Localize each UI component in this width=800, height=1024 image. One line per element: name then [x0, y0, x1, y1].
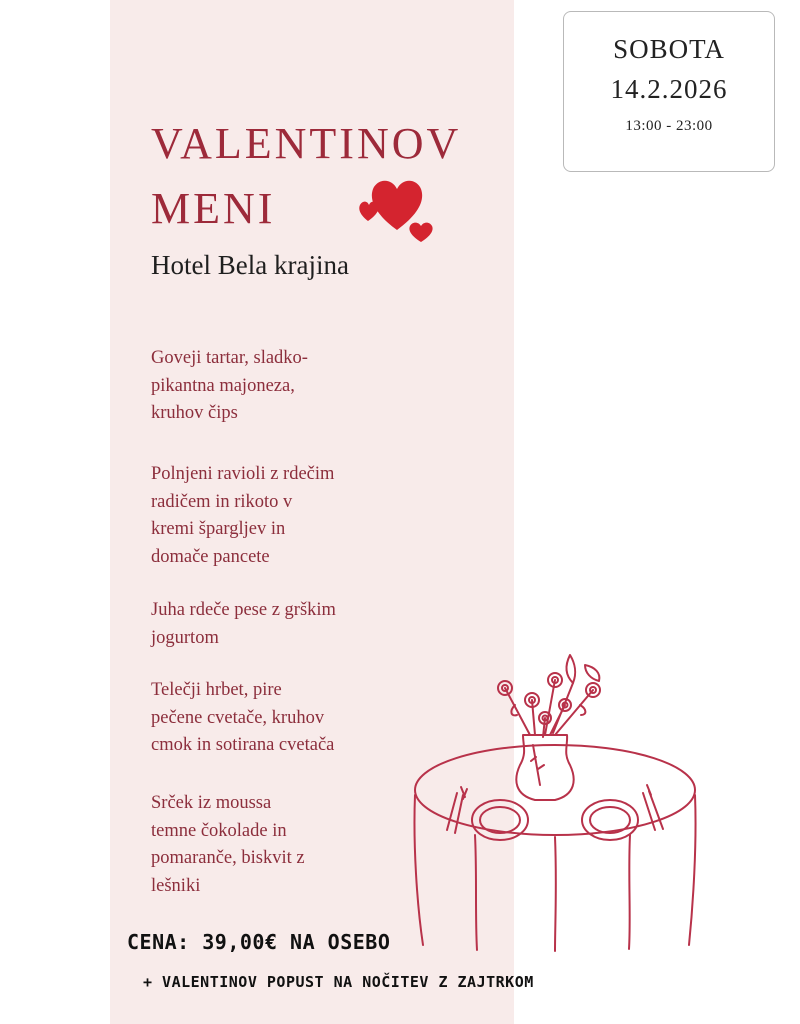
table-vase-illustration [405, 645, 705, 955]
hotel-name: Hotel Bela krajina [151, 250, 349, 280]
event-time: 13:00 - 23:00 [625, 118, 713, 134]
page-title-line1: VALENTINOV [151, 119, 462, 168]
event-date: 14.2.2026 [610, 74, 728, 104]
hearts-icon [355, 172, 445, 248]
menu-item-dessert: Srček iz moussa temne čokolade in pomaranče, biskvit z lešniki [151, 793, 305, 896]
menu-item-soup: Juha rdeče pese z grškim jogurtom [151, 600, 336, 648]
menu-item-pasta: Polnjeni ravioli z rdečim radičem in rikoto v kremi špargljev in domače pancete [151, 464, 335, 567]
menu-item-starter: Goveji tartar, sladko- pikantna majoneza, kruhov čips [151, 348, 308, 423]
date-box [563, 11, 775, 172]
menu-item-main: Telečji hrbet, pire pečene cvetače, kruhov cmok in sotirana cvetača [151, 680, 335, 755]
page-title-line2: MENI [151, 184, 276, 233]
price-label: CENA: 39,00€ NA OSEBO [127, 930, 391, 954]
discount-offer: + VALENTINOV POPUST NA NOČITEV Z ZAJTRKOM [143, 973, 534, 991]
event-day: SOBOTA [613, 34, 725, 64]
